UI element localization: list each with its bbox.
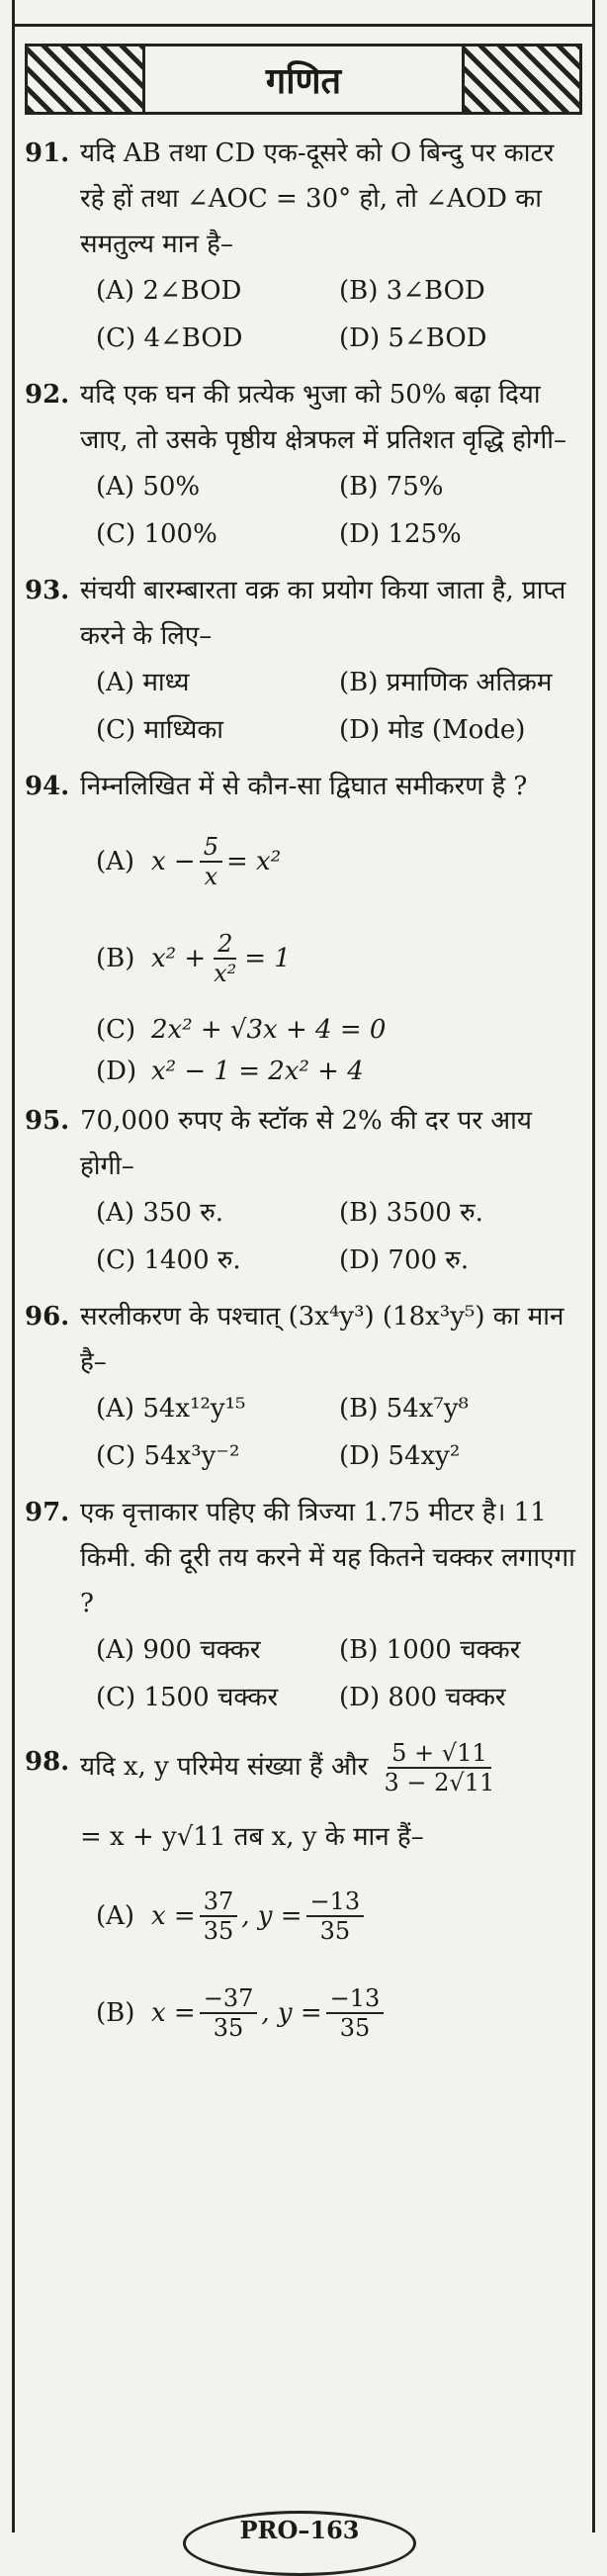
section-title: गणित bbox=[265, 59, 342, 102]
numerator: −37 bbox=[200, 1984, 258, 2014]
numerator: 5 bbox=[200, 833, 222, 863]
fraction bbox=[210, 930, 240, 987]
question-number: 95. bbox=[25, 1106, 70, 1136]
question-text-pre: यदि x, y परिमेय संख्या हैं और bbox=[80, 1752, 369, 1782]
math-expr: x − bbox=[151, 847, 196, 876]
math-expr: x² − 1 = 2x² + 4 bbox=[151, 1057, 364, 1086]
hatch-right bbox=[462, 46, 579, 112]
option-label: (C) bbox=[96, 1015, 136, 1045]
option-a[interactable] bbox=[96, 833, 582, 890]
fraction bbox=[381, 1739, 499, 1796]
option-label: (A) bbox=[96, 847, 135, 876]
denominator: x² bbox=[214, 960, 237, 987]
math-expr: = 1 bbox=[244, 944, 291, 973]
option-d[interactable]: (D) 800 चक्कर bbox=[339, 1683, 506, 1712]
section-header bbox=[25, 44, 582, 115]
question-text-post: = x + y√11 तब x, y के मान हैं– bbox=[80, 1822, 424, 1852]
numerator: 5 + √11 bbox=[388, 1739, 490, 1769]
question-93 bbox=[25, 568, 582, 754]
question-number: 92. bbox=[25, 380, 70, 410]
question-number: 97. bbox=[25, 1498, 70, 1527]
denominator: 35 bbox=[213, 2014, 244, 2042]
option-b[interactable]: (B) 75% bbox=[339, 472, 444, 502]
option-d[interactable]: (D) 5∠BOD bbox=[339, 323, 487, 353]
option-d[interactable]: (D) मोड (Mode) bbox=[339, 715, 526, 745]
option-b[interactable]: (B) 1000 चक्कर bbox=[339, 1635, 521, 1665]
option-label: (D) bbox=[96, 1057, 137, 1086]
question-92 bbox=[25, 372, 582, 558]
option-c[interactable]: (C) 54x³y⁻² bbox=[96, 1441, 240, 1471]
option-a[interactable] bbox=[96, 1887, 582, 1945]
option-d[interactable] bbox=[96, 1057, 582, 1086]
math-expr: 2x² + √3x + 4 = 0 bbox=[151, 1015, 387, 1045]
option-a[interactable]: (A) 50% bbox=[96, 472, 201, 502]
option-a[interactable]: (A) 54x¹²y¹⁵ bbox=[96, 1394, 246, 1424]
denominator: 3 − 2√11 bbox=[384, 1769, 495, 1796]
option-b[interactable] bbox=[96, 930, 582, 987]
option-c[interactable]: (C) 1500 चक्कर bbox=[96, 1683, 279, 1712]
option-b[interactable]: (B) 54x⁷y⁸ bbox=[339, 1394, 469, 1424]
var-y: , y = bbox=[241, 1901, 303, 1931]
hatch-left bbox=[28, 46, 145, 112]
question-94 bbox=[25, 764, 582, 1086]
var-x: x = bbox=[151, 1901, 196, 1931]
page-frame bbox=[12, 0, 595, 2544]
denominator: 35 bbox=[339, 2014, 371, 2042]
option-d[interactable]: (D) 125% bbox=[339, 519, 462, 549]
question-97 bbox=[25, 1490, 582, 1721]
top-rule bbox=[15, 24, 592, 27]
question-text: यदि AB तथा CD एक-दूसरे को O बिन्दु पर काटर रहे हों तथा ∠AOC = 30° हो, तो ∠AOD का समतुल्य मान है– bbox=[80, 138, 555, 259]
denominator: 35 bbox=[319, 1917, 351, 1945]
option-d[interactable]: (D) 700 रु. bbox=[339, 1245, 470, 1275]
question-text: संचयी बारम्बारता वक्र का प्रयोग किया जाता है, प्राप्त करने के लिए– bbox=[80, 576, 566, 651]
option-a[interactable]: (A) 900 चक्कर bbox=[96, 1635, 261, 1665]
option-b[interactable]: (B) प्रमाणिक अतिक्रम bbox=[339, 668, 553, 697]
var-y: , y = bbox=[261, 1998, 322, 2028]
fraction bbox=[200, 1984, 258, 2042]
math-expr: = x² bbox=[226, 847, 282, 876]
numerator: −13 bbox=[306, 1887, 365, 1917]
question-text: निम्नलिखित में से कौन-सा द्विघात समीकरण है ? bbox=[80, 772, 528, 801]
question-text: 70,000 रुपए के स्टॉक से 2% की दर पर आय होगी– bbox=[80, 1106, 532, 1181]
option-b[interactable]: (B) 3500 रु. bbox=[339, 1198, 483, 1228]
question-text bbox=[80, 1739, 582, 1860]
denominator: 35 bbox=[203, 1917, 234, 1945]
fraction bbox=[326, 1984, 385, 2042]
question-95 bbox=[25, 1098, 582, 1284]
question-text: सरलीकरण के पश्चात् (3x⁴y³) (18x³y⁵) का मान है– bbox=[80, 1302, 564, 1377]
fraction bbox=[200, 1887, 238, 1945]
question-text: यदि एक घन की प्रत्येक भुजा को 50% बढ़ा दिया जाए, तो उसके पृष्ठीय क्षेत्रफल में प्रतिशत वृद्धि होगी– bbox=[80, 380, 566, 455]
question-96 bbox=[25, 1294, 582, 1480]
var-x: x = bbox=[151, 1998, 196, 2028]
math-expr: x² + bbox=[151, 944, 207, 973]
option-b[interactable]: (B) 3∠BOD bbox=[339, 276, 485, 306]
denominator: x bbox=[204, 863, 218, 890]
question-number: 91. bbox=[25, 138, 70, 168]
option-a[interactable]: (A) माध्य bbox=[96, 668, 190, 697]
question-text: एक वृत्ताकार पहिए की त्रिज्या 1.75 मीटर है। 11 किमी. की दूरी तय करने में यह कितने चक्कर लगाएगा ? bbox=[80, 1498, 575, 1618]
option-b[interactable] bbox=[96, 1984, 582, 2042]
option-a[interactable]: (A) 2∠BOD bbox=[96, 276, 242, 306]
option-a[interactable]: (A) 350 रु. bbox=[96, 1198, 224, 1228]
numerator: −13 bbox=[326, 1984, 385, 2014]
numerator: 2 bbox=[214, 930, 236, 960]
question-number: 93. bbox=[25, 576, 70, 605]
option-d[interactable]: (D) 54xy² bbox=[339, 1441, 461, 1471]
option-c[interactable] bbox=[96, 1015, 582, 1045]
option-c[interactable]: (C) 1400 रु. bbox=[96, 1245, 241, 1275]
question-91 bbox=[25, 131, 582, 362]
option-c[interactable]: (C) माध्यिका bbox=[96, 715, 224, 745]
fraction bbox=[200, 833, 222, 890]
question-number: 96. bbox=[25, 1302, 70, 1332]
option-label: (B) bbox=[96, 1998, 135, 2028]
question-98 bbox=[25, 1739, 582, 2042]
option-c[interactable]: (C) 4∠BOD bbox=[96, 323, 243, 353]
page-footer-label: PRO–163 bbox=[183, 2511, 416, 2576]
numerator: 37 bbox=[200, 1887, 238, 1917]
questions-container bbox=[25, 131, 582, 2054]
option-label: (B) bbox=[96, 944, 135, 973]
fraction bbox=[306, 1887, 365, 1945]
question-number: 98. bbox=[25, 1747, 70, 1777]
question-number: 94. bbox=[25, 772, 70, 801]
option-c[interactable]: (C) 100% bbox=[96, 519, 217, 549]
option-label: (A) bbox=[96, 1901, 135, 1931]
